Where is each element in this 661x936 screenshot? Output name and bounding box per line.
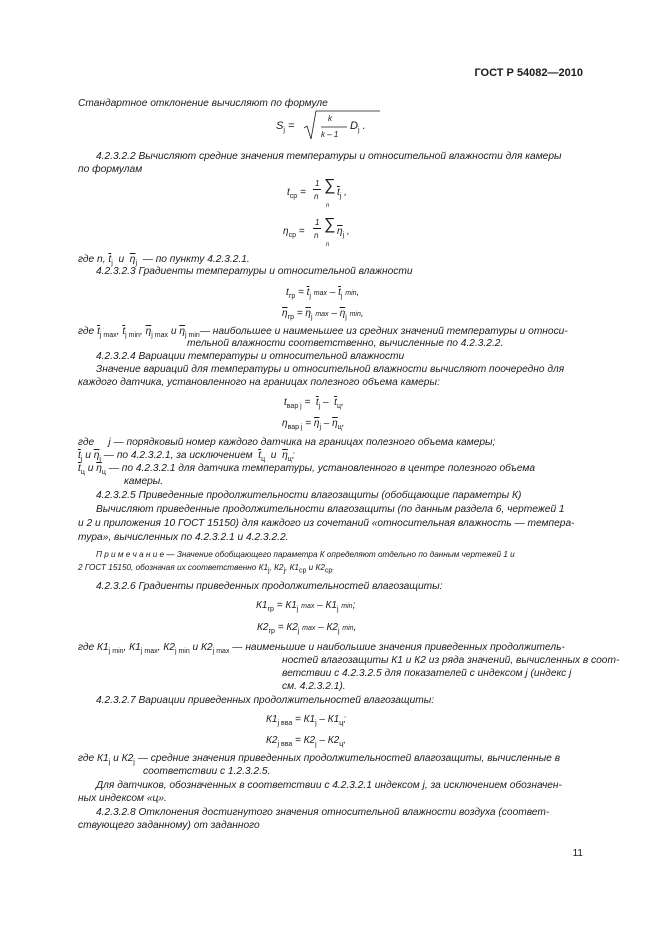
paragraph-line: ных индексом «ц». — [78, 793, 167, 804]
sqrt-symbol — [304, 110, 384, 142]
paragraph-line: и 2 и приложения 10 ГОСТ 15150) для каждого из сочетаний «относительная влажность — темпера- — [78, 518, 575, 529]
page-number: 11 — [572, 848, 583, 859]
formula-k1-variation: $К1_{j вва} = К1_j - К1_ц$; — [266, 714, 347, 727]
paragraph-line: Для датчиков, обозначенных в соответствии с 4.2.3.2.1 индексом j, за исключением обозначен- — [96, 780, 562, 791]
formula-k2-variation: $К2_{j вва} = К2_j - К2_ц$, — [266, 735, 347, 748]
paragraph-line: тельной влажности соответственно, вычисленные по 4.2.3.2.2. — [187, 338, 504, 349]
paragraph-line: тура», вычисленных по 4.2.3.2.1 и 4.2.3.2.2. — [78, 532, 289, 543]
paragraph-line: где n, $\overline{t}_j$ и $\overline{\eta}_j$ — по пункту 4.2.3.2.1. — [78, 254, 250, 268]
section-4.2.3.2.6: 4.2.3.2.6 Градиенты приведенных продолжительностей влагозащиты: — [96, 581, 443, 592]
formula-temperature-variation: $t_{вар j} = \overline{t}_j - \overline{t}_ц$, — [284, 397, 344, 410]
paragraph-line: Вычисляют приведенные продолжительности влагозащиты (по данным раздела 6, чертежей 1 — [96, 504, 565, 515]
paragraph-line: соответствии с 1.2.3.2.5. — [143, 766, 271, 777]
paragraph-line: ствующего заданному) от заданного — [78, 820, 260, 831]
formula-std-dev: $S_j$ = k k – 1 $D_j$ . — [276, 110, 386, 142]
paragraph-line: ветствии с 4.2.3.2.5 для показателей с индексом j (индекс j — [282, 668, 572, 679]
formula-k2-gradient: $К2_{гр} = К2_j$ max – $К2_j$ min, — [257, 622, 357, 635]
paragraph-line: каждого датчика, установленного на границах полезного объема камеры: — [78, 377, 440, 388]
paragraph-line: камеры. — [124, 476, 164, 487]
formula-humidity-variation: $\eta_{вар j} = \overline{\eta}_j - \overline{\eta}_ц$, — [282, 418, 345, 431]
paragraph-line: $\overline{t}_ц$ и $\overline{\eta}_ц$ — по 4.2.3.2.1 для датчика температуры, установленного в центре полезного объема — [78, 463, 536, 477]
section-4.2.3.2.3: 4.2.3.2.3 Градиенты температуры и относительной влажности — [96, 266, 413, 277]
section-4.2.3.2.5: 4.2.3.2.5 Приведенные продолжительности влагозащиты (обобщающие параметры К) — [96, 490, 522, 501]
paragraph-line: $\overline{t}_j$ и $\overline{\eta}_j$ — по 4.2.3.2.1, за исключением $\overline{t}_ц$ и $\overline{\eta}_ц$; — [78, 450, 295, 464]
paragraph-line: Стандартное отклонение вычисляют по формуле — [78, 98, 328, 109]
section-4.2.3.2.7: 4.2.3.2.7 Вариации приведенных продолжительностей влагозащиты: — [96, 695, 435, 706]
section-4.2.3.2.2: 4.2.3.2.2 Вычисляют средние значения температуры и относительной влажности для камеры — [96, 151, 562, 162]
paragraph-line: ностей влагозащиты К1 и К2 из ряда значений, вычисленных в соот- — [282, 655, 620, 666]
note: П р и м е ч а н и е — Значение обобщающего параметра К определяют отдельно по данным чертежей 1 и — [96, 550, 515, 559]
formula-mean-temperature: $t_{ср}$ = 1 n ∑ n $\overline{t}_j$ , — [287, 177, 347, 209]
paragraph-line: где $К1_j$ и $К2_j$ — средние значения приведенных продолжительностей влагозащиты, вычисленные в — [78, 753, 561, 767]
paragraph-line: где $\overline{t}_{j max}$, $\overline{t}_{j min}$, $\overline{\eta}_{j max}$ и $\overline{\eta}_{j min}—$ наибольшее и наименьшее из средних значений температуры и относи- — [78, 326, 568, 340]
paragraph-line: где $К1_{j min}$, $К1_{j max}$, $К2_{j min}$ и $К2_{j max}$ — наименьшие и наибольшие значения приведенных продолжитель- — [78, 642, 565, 656]
formula-mean-humidity: $\eta_{ср}$ = 1 n ∑ n $\overline{\eta}_j$ , — [283, 216, 350, 248]
section-4.2.3.2.8: 4.2.3.2.8 Отклонения достигнутого значения относительной влажности воздуха (соответ- — [96, 807, 550, 818]
section-4.2.3.2.4: 4.2.3.2.4 Вариации температуры и относительной влажности — [96, 351, 405, 362]
paragraph-line: по формулам — [78, 164, 143, 175]
paragraph-line: см. 4.2.3.2.1). — [282, 681, 346, 692]
note-continuation: 2 ГОСТ 15150, обозначая их соответственно $К1_j$, $К2_j$, $К1_{ср}$ и $К2_{ср}$. — [78, 563, 335, 575]
standard-header: ГОСТ Р 54082—2010 — [474, 67, 583, 79]
formula-humidity-gradient: $\overline{\eta}_{гр} = \overline{\eta}_j$ max – $\overline{\eta}_j$ min, — [282, 308, 364, 321]
paragraph-line: где j — порядковый номер каждого датчика на границах полезного объема камеры; — [78, 437, 496, 448]
formula-k1-gradient: $К1_{гр} = К1_j$ max – $К1_j$ min; — [256, 600, 356, 613]
formula-temperature-gradient: $t_{гр} = \overline{t}_j$ max – $\overline{t}_j$ min, — [286, 287, 360, 300]
paragraph-line: Значение вариаций для температуры и относительной влажности вычисляют поочередно для — [96, 364, 565, 375]
